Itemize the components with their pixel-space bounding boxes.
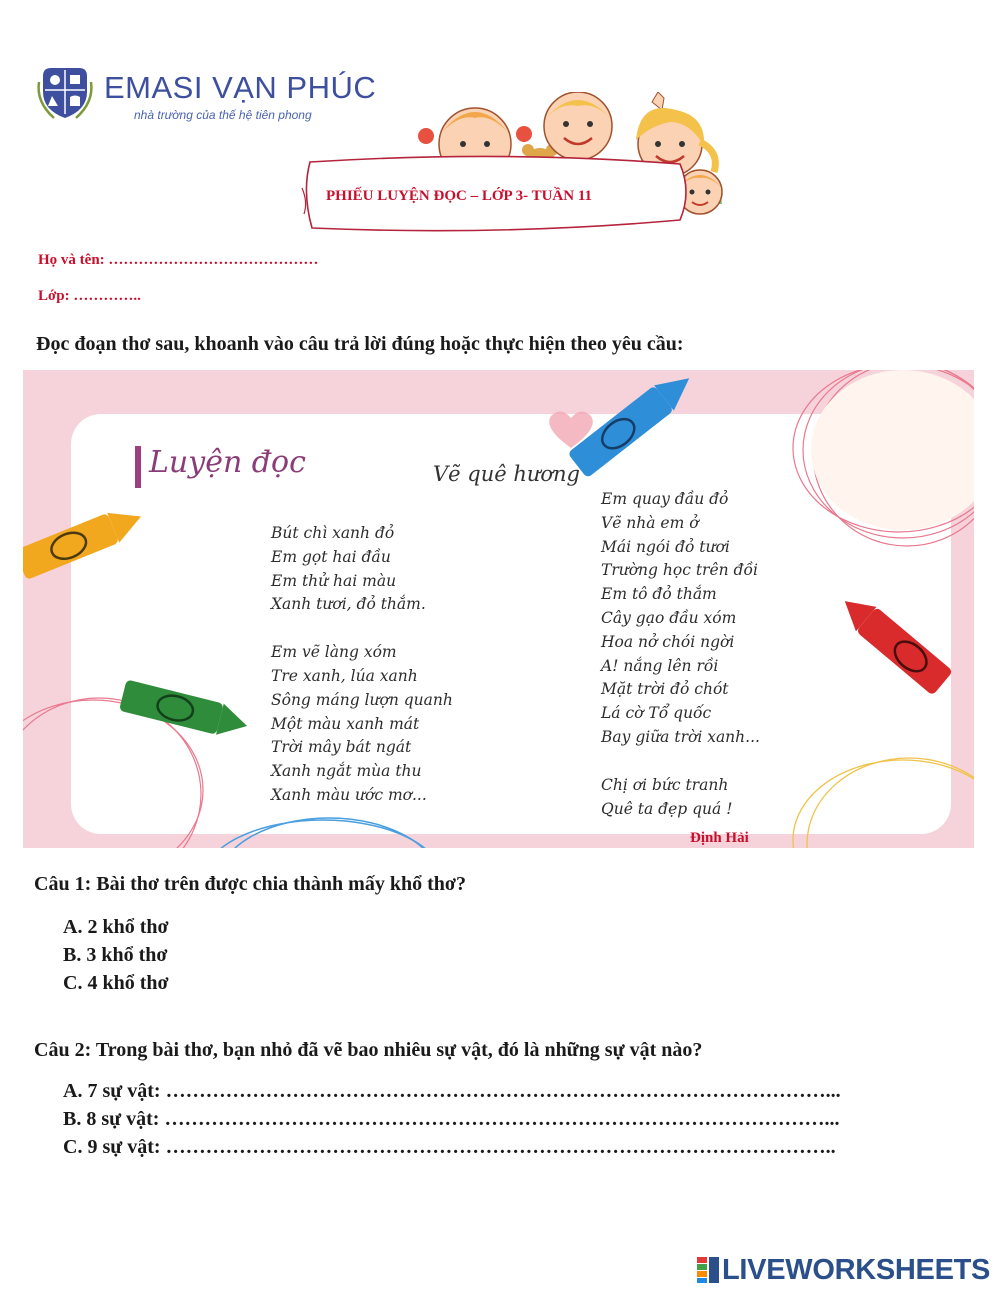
q2-option-c[interactable] bbox=[63, 1136, 952, 1159]
poem-author: Định Hải bbox=[690, 830, 749, 846]
question-2: Câu 2: Trong bài thơ, bạn nhỏ đã vẽ bao nhiêu sự vật, đó là những sự vật nào? bbox=[34, 1039, 703, 1061]
poem-title: Vẽ quê hương bbox=[433, 462, 580, 486]
poem-line: Bút chì xanh đỏ bbox=[271, 524, 395, 542]
poem-line: Em quay đầu đỏ bbox=[601, 490, 729, 508]
poem-line: Mặt trời đỏ chót bbox=[601, 680, 729, 699]
poem-line: Quê ta đẹp quá ! bbox=[601, 799, 733, 818]
question-1: Câu 1: Bài thơ trên được chia thành mấy khổ thơ? bbox=[34, 873, 466, 895]
q1-option-a[interactable]: A. 2 khổ thơ bbox=[63, 916, 169, 938]
school-crest-logo bbox=[34, 62, 96, 124]
q2-option-b-label: B. 8 sự vật: bbox=[63, 1108, 160, 1130]
poem-line: Xanh ngắt mùa thu bbox=[271, 762, 422, 781]
poem-line: Cây gạo đầu xóm bbox=[601, 608, 737, 627]
poem-line: Bay giữa trời xanh... bbox=[601, 727, 760, 746]
q2-answer-line-c[interactable]: ……………………………………………………………………………………….. bbox=[165, 1136, 836, 1158]
school-slogan: nhà trường của thế hệ tiên phong bbox=[134, 108, 312, 122]
liveworksheets-brand: LIVEWORKSHEETS bbox=[722, 1254, 991, 1286]
poem-line: Em vẽ làng xóm bbox=[271, 643, 397, 662]
poem-card-background bbox=[23, 370, 974, 848]
poem-line: Một màu xanh mát bbox=[271, 714, 420, 733]
q1-option-b[interactable]: B. 3 khổ thơ bbox=[63, 944, 168, 966]
poem-line: Tre xanh, lúa xanh bbox=[271, 666, 418, 685]
instruction-text: Đọc đoạn thơ sau, khoanh vào câu trả lời đúng hoặc thực hiện theo yêu cầu: bbox=[36, 333, 684, 355]
section-heading: Luyện đọc bbox=[149, 445, 306, 480]
poem-line: Lá cờ Tổ quốc bbox=[601, 704, 712, 723]
q2-answer-line-a[interactable]: ………………………………………………………………………………………... bbox=[165, 1080, 841, 1102]
poem-card bbox=[23, 370, 974, 848]
poem-line: Hoa nở chói ngời bbox=[601, 632, 735, 651]
poem-line: Em tô đỏ thắm bbox=[601, 585, 717, 604]
liveworksheets-logo-icon bbox=[697, 1257, 719, 1283]
poem-line: Xanh màu ước mơ... bbox=[271, 785, 427, 804]
school-name: EMASI VẠN PHÚC bbox=[104, 70, 377, 105]
poem-line: Xanh tươi, đỏ thắm. bbox=[271, 595, 426, 614]
poem-column-left bbox=[271, 522, 453, 808]
poem-line: Chị ơi bức tranh bbox=[601, 775, 729, 794]
student-name-field[interactable]: Họ và tên: …………………………………… bbox=[38, 252, 319, 268]
q2-option-a-label: A. 7 sự vật: bbox=[63, 1080, 161, 1102]
poem-line: Mái ngói đỏ tươi bbox=[601, 537, 730, 556]
poem-column-right bbox=[601, 488, 760, 821]
worksheet-title: PHIẾU LUYỆN ĐỌC – LỚP 3- TUẦN 11 bbox=[326, 188, 593, 204]
q2-option-b[interactable] bbox=[63, 1108, 954, 1131]
poem-line: Trời mây bát ngát bbox=[271, 738, 412, 757]
q2-option-c-label: C. 9 sự vật: bbox=[63, 1136, 161, 1158]
poem-line: Trường học trên đồi bbox=[601, 561, 758, 580]
q2-answer-line-b[interactable]: ………………………………………………………………………………………... bbox=[164, 1108, 840, 1130]
poem-line: Em gọt hai đầu bbox=[271, 547, 391, 566]
q2-option-a[interactable] bbox=[63, 1080, 956, 1103]
poem-line: Sông máng lượn quanh bbox=[271, 690, 453, 709]
poem-line: Vẽ nhà em ở bbox=[601, 513, 699, 532]
q1-option-c[interactable]: C. 4 khổ thơ bbox=[63, 972, 169, 994]
student-class-field[interactable]: Lớp: ………….. bbox=[38, 288, 141, 304]
poem-line: A! nắng lên rồi bbox=[601, 656, 719, 675]
poem-line: Em thử hai màu bbox=[271, 571, 397, 590]
